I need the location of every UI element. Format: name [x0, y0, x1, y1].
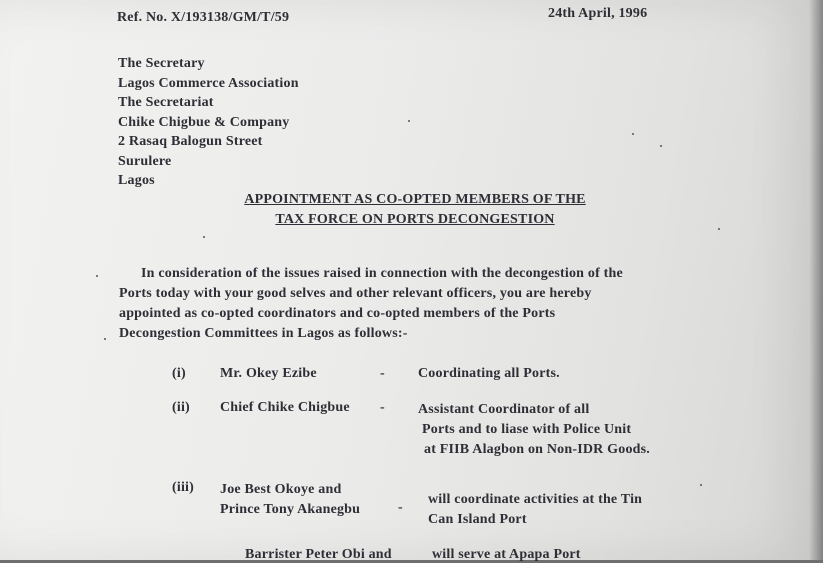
appointee-name: Mr. Okey Ezibe — [220, 366, 317, 381]
paragraph-line: In consideration of the issues raised in connection with the decongestion of the — [141, 266, 623, 281]
name-line: Prince Tony Akanegbu — [220, 502, 361, 517]
letter-date: 24th April, 1996 — [548, 6, 648, 21]
appointee-name: Barrister Peter Obi and — [245, 547, 392, 562]
role-line: will coordinate activities at the Tin — [428, 492, 643, 507]
address-line: Lagos — [118, 173, 155, 188]
paper-speck — [203, 236, 205, 238]
paragraph-line: Ports today with your good selves and other relevant officers, you are hereby — [119, 286, 592, 301]
separator-dash: - — [398, 500, 403, 515]
role-line: Assistant Coordinator of all — [418, 402, 590, 417]
paper-speck — [632, 133, 634, 135]
reference-number: Ref. No. X/193138/GM/T/59 — [117, 10, 290, 25]
subject-line: APPOINTMENT AS CO-OPTED MEMBERS OF THE — [244, 192, 586, 207]
appointee-name — [220, 480, 360, 520]
subject-line: TAX FORCE ON PORTS DECONGESTION — [275, 212, 555, 227]
address-line: 2 Rasaq Balogun Street — [118, 134, 263, 149]
address-line: The Secretariat — [118, 95, 214, 110]
page-edge-shadow — [809, 0, 823, 560]
recipient-address — [118, 54, 299, 191]
appointment-role — [428, 490, 642, 530]
letter-subject — [180, 190, 650, 230]
appointment-role: will serve at Apapa Port — [432, 547, 581, 562]
separator-dash: - — [380, 366, 385, 381]
address-line: Lagos Commerce Association — [118, 75, 299, 91]
separator-dash: - — [380, 400, 385, 415]
paper-speck — [660, 145, 662, 147]
role-line: Can Island Port — [428, 512, 527, 527]
appointment-number: (ii) — [172, 400, 190, 415]
paper-speck — [104, 338, 106, 340]
name-line: Joe Best Okoye and — [220, 482, 342, 497]
address-line: The Secretary — [118, 56, 205, 71]
paragraph-line: appointed as co-opted coordinators and co-opted members of the Ports — [119, 306, 556, 321]
paper-speck — [408, 120, 410, 122]
body-paragraph — [119, 264, 623, 344]
paper-speck — [96, 275, 98, 277]
address-line: Surulere — [118, 153, 172, 169]
role-line: at FIIB Alagbon on Non-IDR Goods. — [424, 442, 650, 457]
appointment-number: (i) — [172, 366, 186, 381]
paper-speck — [718, 228, 720, 230]
appointee-name: Chief Chike Chigbue — [220, 400, 350, 415]
appointment-role — [418, 400, 650, 460]
paragraph-line: Decongestion Committees in Lagos as follows:- — [119, 326, 408, 341]
role-line: Ports and to liase with Police Unit — [422, 422, 632, 437]
appointment-number: (iii) — [172, 480, 194, 495]
appointment-role: Coordinating all Ports. — [418, 366, 560, 381]
paper-speck — [700, 484, 702, 486]
address-line: Chike Chigbue & Company — [118, 114, 290, 130]
